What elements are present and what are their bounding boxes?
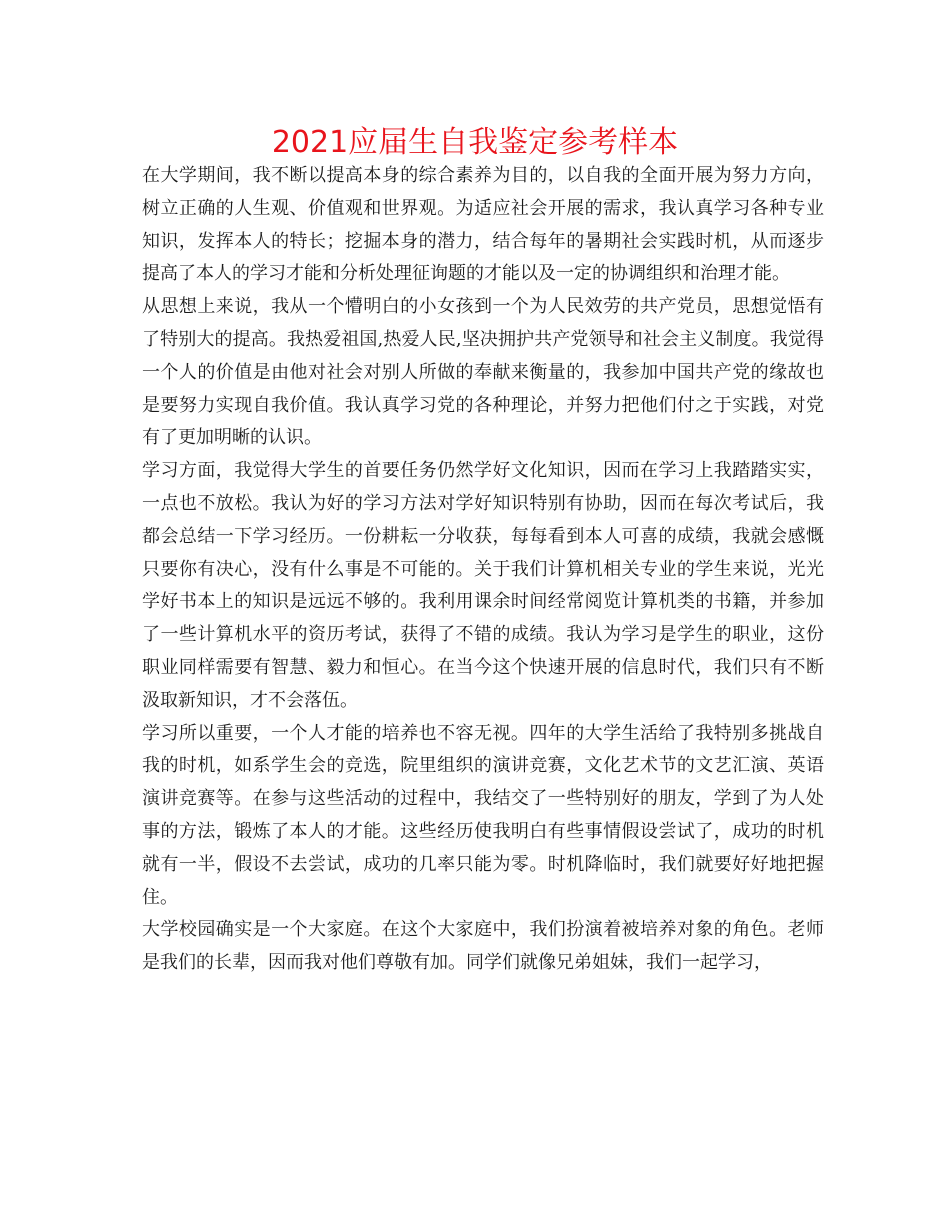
- paragraph-abilities: 学习所以重要，一个人才能的培养也不容无视。四年的大学生活给了我特别多挑战自我的时机，如系学生会的竞选，院里组织的演讲竞赛，文化艺术节的文艺汇演、英语演讲竞赛等。在参与这些活动的过程中，我结交了一些特别好的朋友，学到了为人处事的方法，锻炼了本人的才能。这些经历使我明白有些事情假设尝试了，成功的时机就有一半，假设不去尝试，成功的几率只能为零。时机降临时，我们就要好好地把握住。: [142, 722, 824, 908]
- document-title: 2021应届生自我鉴定参考样本: [271, 125, 679, 160]
- paragraph-ideology: 从思想上来说，我从一个懵明白的小女孩到一个为人民效劳的共产党员，思想觉悟有了特别大的提高。我热爱祖国,热爱人民,坚决拥护共产党领导和社会主义制度。我觉得一个人的价值是由他对社会对别人所做的奉献来衡量的，我参加中国共产党的缘故也是要努力实现自我价值。我认真学习党的各种理论，并努力把他们付之于实践，对党有了更加明晰的认识。: [142, 296, 824, 449]
- paragraph-intro: 在大学期间，我不断以提高本身的综合素养为目的，以自我的全面开展为努力方向，树立正确的人生观、价值观和世界观。为适应社会开展的需求，我认真学习各种专业知识，发挥本人的特长；挖掘本身的潜力，结合每年的暑期社会实践时机，从而逐步提高了本人的学习才能和分析处理征询题的才能以及一定的协调组织和治理才能。: [142, 165, 824, 285]
- document-body: [142, 160, 824, 980]
- paragraph-campus: 大学校园确实是一个大家庭。在这个大家庭中，我们扮演着被培养对象的角色。老师是我们的长辈，因而我对他们尊敬有加。同学们就像兄弟姐妹，我们一起学习，: [142, 919, 824, 974]
- paragraph-study: 学习方面，我觉得大学生的首要任务仍然学好文化知识，因而在学习上我踏踏实实，一点也不放松。我认为好的学习方法对学好知识特别有协助，因而在每次考试后，我都会总结一下学习经历。一份耕耘一分收获，每每看到本人可喜的成绩，我就会感慨只要你有决心，没有什么事是不可能的。关于我们计算机相关专业的学生来说，光光学好书本上的知识是远远不够的。我利用课余时间经常阅览计算机类的书籍，并参加了一些计算机水平的资历考试，获得了不错的成绩。我认为学习是学生的职业，这份职业同样需要有智慧、毅力和恒心。在当今这个快速开展的信息时代，我们只有不断汲取新知识，才不会落伍。: [142, 460, 824, 711]
